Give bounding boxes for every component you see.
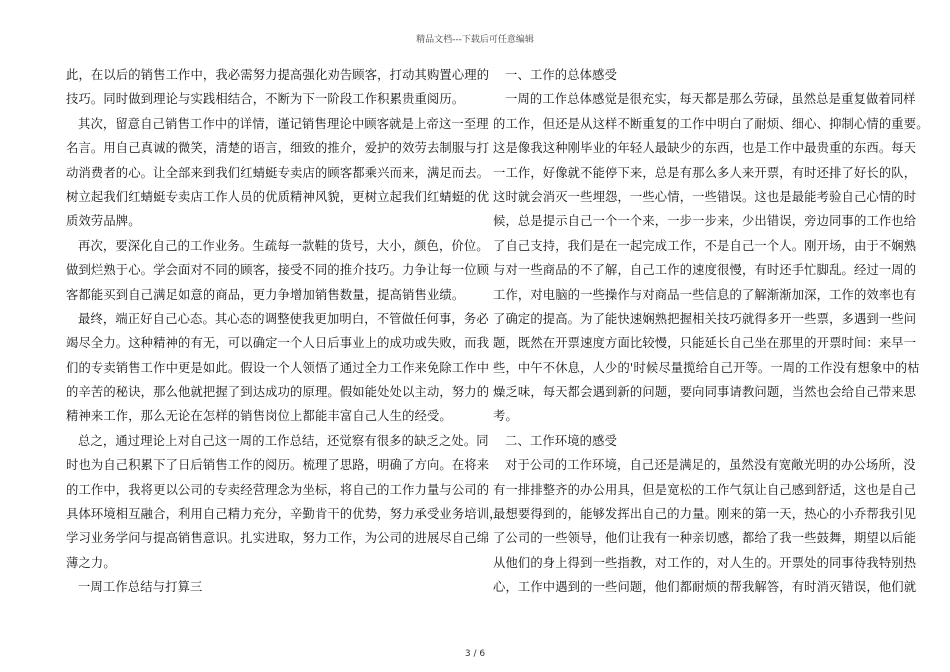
text-line: 的工作，但还是从这样不断重复的工作中明白了耐烦、细心、抑制心情的重要。 bbox=[493, 116, 929, 131]
text-line: 了确定的提高。为了能快速娴熟把握相关技巧就得多开一些票，多遇到一些问 bbox=[493, 311, 917, 326]
text-line: 燥乏味，每天都会遇到新的问题，要向同事请教问题，当然也会给自己带来思 bbox=[493, 385, 917, 400]
text-line: 最终，端正好自己心态。其心态的调整使我更加明白，不管做任何事，务必 bbox=[78, 311, 489, 326]
text-line: 最想要得到的，能够发挥出自己的力量。刚来的第一天，热心的小乔帮我引见 bbox=[493, 507, 917, 522]
text-line: 一、工作的总体感受 bbox=[505, 68, 618, 82]
text-line: 心，工作中遇到的一些问题，他们都耐烦的帮我解答，有时消灭错误，他们就 bbox=[493, 580, 917, 595]
text-line: 了自己支持，我们是在一起完成工作，不是自己一个人。刚开场，由于不娴熟 bbox=[493, 238, 917, 253]
text-line: 有一排排整齐的办公用具，但是宽松的工作气氛让自己感到舒适，这也是自己 bbox=[493, 482, 917, 497]
text-line: 时也为自己积累下了日后销售工作的阅历。梳理了思路，明确了方向。在将来 bbox=[66, 458, 490, 473]
text-line: 的辛苦的秘诀，那么他就把握了到达成功的原理。假如能处处以主动，努力的 bbox=[66, 385, 490, 400]
text-line: 与对一些商品的不了解，自己工作的速度很慢，有时还手忙脚乱。经过一周的 bbox=[493, 263, 917, 278]
text-line: 了公司的一些领导，他们让我有一种亲切感，都给了我一些鼓舞，期望以后能 bbox=[493, 531, 917, 546]
text-line: 名言。用自己真诚的微笑，清楚的语言，细致的推介，爱护的效劳去制服与打 bbox=[66, 141, 490, 156]
text-line: 学习业务学问与提高销售意识。扎实进取，努力工作，为公司的进展尽自己绵 bbox=[66, 531, 490, 546]
text-line: 客都能买到自己满足如意的商品，更力争增加销售数量，提高销售业绩。 bbox=[66, 287, 465, 302]
text-line: 候，总是提示自己一个一个来，一步一步来，少出错误，旁边同事的工作也给 bbox=[493, 214, 917, 229]
text-line: 考。 bbox=[493, 409, 518, 424]
text-line: 对于公司的工作环境，自己还是满足的，虽然没有宽敞光明的办公场所，没 bbox=[505, 458, 916, 473]
right-column bbox=[493, 63, 929, 600]
text-line: 其次，留意自己销售工作中的详情，谨记销售理论中顾客就是上帝这一至理 bbox=[78, 116, 489, 131]
text-line: 二、工作环境的感受 bbox=[505, 433, 618, 448]
text-line: 再次，要深化自己的工作业务。生疏每一款鞋的货号，大小，颜色，价位。 bbox=[78, 238, 489, 253]
text-line: 从他们的身上得到一些指教，对工作的，对人生的。开票处的同事待我特别热 bbox=[493, 555, 917, 570]
text-line: 做到烂熟于心。学会面对不同的顾客，接受不同的推介技巧。力争让每一位顾 bbox=[66, 263, 490, 278]
page-header: 精品文档---下载后可任意编辑 bbox=[416, 35, 534, 45]
text-line: 此，在以后的销售工作中，我必需努力提高强化劝告顾客，打动其购置心理的 bbox=[66, 68, 490, 82]
text-line: 质效劳品牌。 bbox=[66, 214, 141, 229]
page-number: 3 / 6 bbox=[464, 649, 486, 659]
left-column bbox=[66, 63, 502, 600]
text-line: 题，既然在开票速度方面比较慢，只能延长自己坐在那里的开票时间：来早一 bbox=[493, 336, 917, 351]
text-line: 工作，对电脑的一些操作与对商品一些信息的了解渐渐加深，工作的效率也有 bbox=[493, 287, 917, 302]
text-line: 一工作，好像就不能停下来，总是有那么多人来开票，有时还排了好长的队， bbox=[493, 165, 917, 180]
text-line: 树立起我们红蜻蜓专卖店工作人员的优质精神风貌，更树立起我们红蜻蜓的优 bbox=[66, 189, 490, 204]
text-line: 竭尽全力。这种精神的有无，可以确定一个人日后事业上的成功或失败，而我 bbox=[66, 336, 490, 351]
text-line: 精神来工作，那么无论在怎样的销售岗位上都能丰富自己人生的经受。 bbox=[66, 409, 452, 424]
text-line: 们的专卖销售工作中更是如此。假设一个人领悟了通过全力工作来免除工作中 bbox=[66, 360, 490, 375]
text-line: 技巧。同时做到理论与实践相结合，不断为下一阶段工作积累贵重阅历。 bbox=[66, 92, 465, 107]
text-line: 具体环境相互融合，利用自己精力充分，辛勤肯干的优势，努力承受业务培训， bbox=[66, 507, 502, 522]
text-line: 一周工作总结与打算三 bbox=[78, 580, 203, 595]
text-line: 薄之力。 bbox=[66, 555, 116, 570]
text-line: 总之，通过理论上对自己这一周的工作总结，还觉察有很多的缺乏之处。同 bbox=[78, 433, 489, 448]
text-line: 动消费者的心。让全部来到我们红蜻蜓专卖店的顾客都乘兴而来，满足而去。 bbox=[66, 165, 490, 180]
text-line: 这时就会消灭一些埋怨，一些心情，一些错误。这也是最能考验自己心情的时 bbox=[493, 189, 917, 204]
text-line: 的工作中，我将更以公司的专卖经营理念为坐标，将自己的工作力量与公司的 bbox=[66, 482, 490, 497]
text-line: 这是像我这种刚毕业的年轻人最缺少的东西，也是工作中最贵重的东西。每天 bbox=[493, 141, 917, 156]
text-line: 些，中午不休息，人少的'时候尽量揽给自己开等。一周的工作没有想象中的枯 bbox=[493, 360, 920, 375]
text-line: 一周的工作总体感觉是很充实，每天都是那么劳碌，虽然总是重复做着同样 bbox=[505, 92, 916, 107]
